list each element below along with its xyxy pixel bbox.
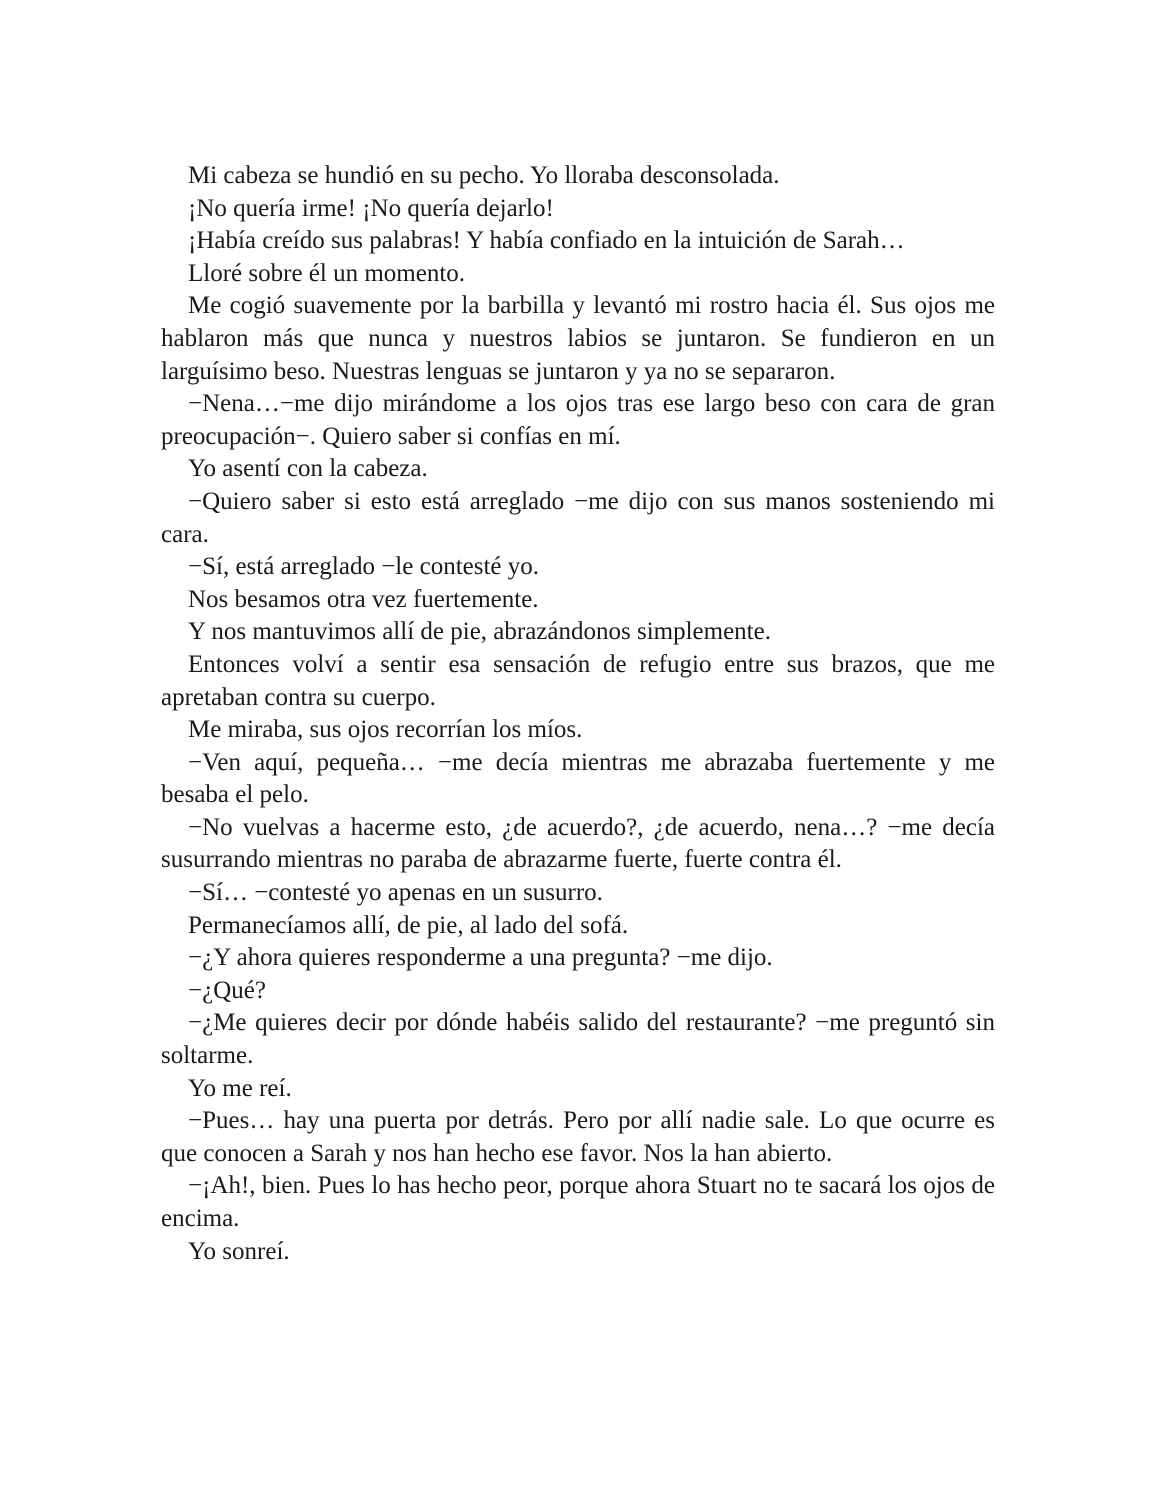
paragraph: −Quiero saber si esto está arreglado −me dijo con sus manos sosteniendo mi cara. <box>161 487 995 548</box>
paragraph: Nos besamos otra vez fuertemente. <box>188 585 539 613</box>
paragraph: Permanecíamos allí, de pie, al lado del sofá. <box>188 911 629 939</box>
paragraph: ¡Había creído sus palabras! Y había confiado en la intuición de Sarah… <box>188 227 905 255</box>
paragraph: −Sí, está arreglado −le contesté yo. <box>188 553 540 581</box>
paragraph: Y nos mantuvimos allí de pie, abrazándonos simplemente. <box>188 618 771 646</box>
paragraph: Mi cabeza se hundió en su pecho. Yo lloraba desconsolada. <box>188 162 780 189</box>
paragraph: Yo me reí. <box>188 1074 292 1102</box>
paragraph: ¡No quería irme! ¡No quería dejarlo! <box>188 194 554 222</box>
paragraph: Yo asentí con la cabeza. <box>188 455 428 483</box>
paragraph: −Sí… −contesté yo apenas en un susurro. <box>188 879 603 907</box>
paragraph: Me cogió suavemente por la barbilla y levantó mi rostro hacia él. Sus ojos me hablaron más que nunca y nuestros labios se juntaron. Se fundieron en un larguísimo beso. Nuestras lenguas se juntaron y ya no se separaron. <box>161 292 995 385</box>
paragraph: Entonces volví a sentir esa sensación de refugio entre sus brazos, que me apretaban contra su cuerpo. <box>161 650 995 711</box>
paragraph: −Pues… hay una puerta por detrás. Pero por allí nadie sale. Lo que ocurre es que conocen a Sarah y nos han hecho ese favor. Nos la han abierto. <box>161 1107 995 1167</box>
paragraph: −Ven aquí, pequeña… −me decía mientras me abrazaba fuertemente y me besaba el pelo. <box>161 748 995 809</box>
paragraph: Me miraba, sus ojos recorrían los míos. <box>188 716 583 744</box>
paragraph: −¿Me quieres decir por dónde habéis salido del restaurante? −me preguntó sin soltarme. <box>161 1009 995 1070</box>
paragraph: Yo sonreí. <box>188 1237 290 1265</box>
paragraph: −No vuelvas a hacerme esto, ¿de acuerdo?, ¿de acuerdo, nena…? −me decía susurrando mientras no paraba de abrazarme fuerte, fuerte contra él. <box>161 813 995 874</box>
paragraph: −¿Y ahora quieres responderme a una pregunta? −me dijo. <box>188 944 773 972</box>
page-body <box>161 160 995 1268</box>
paragraph: −¡Ah!, bien. Pues lo has hecho peor, porque ahora Stuart no te sacará los ojos de encima. <box>161 1172 995 1232</box>
paragraph: Lloré sobre él un momento. <box>188 259 466 287</box>
paragraph: −¿Qué? <box>188 976 266 1004</box>
paragraph: −Nena…−me dijo mirándome a los ojos tras ese largo beso con cara de gran preocupación−. Quiero saber si confías en mí. <box>161 390 995 450</box>
